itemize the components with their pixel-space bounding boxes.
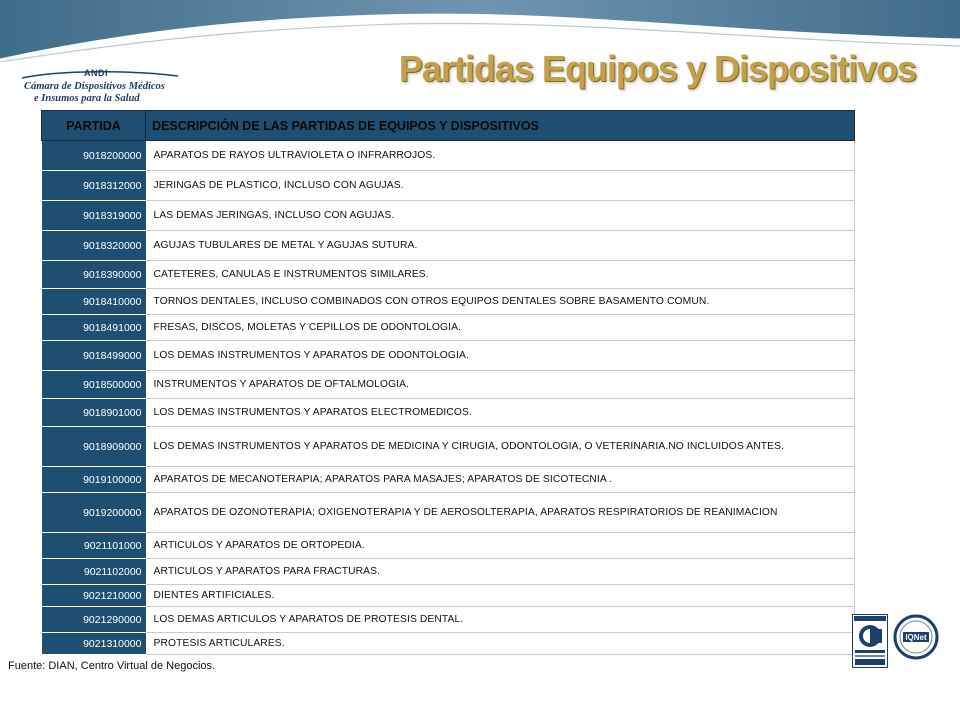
table-row	[42, 261, 855, 289]
icontec-certification-logo	[852, 614, 888, 668]
table-row	[42, 141, 855, 171]
partida-description-cell: APARATOS DE OZONOTERAPIA; OXIGENOTERAPIA Y DE AEROSOLTERAPIA, APARATOS RESPIRATORIOS DE REANIMACION	[146, 493, 855, 533]
iqnet-certification-logo	[893, 614, 939, 660]
table-row	[42, 633, 855, 655]
partida-description-cell: LAS DEMAS JERINGAS, INCLUSO CON AGUJAS.	[146, 201, 855, 231]
table-header-row	[42, 111, 855, 141]
column-header-descripcion: DESCRIPCIÓN DE LAS PARTIDAS DE EQUIPOS Y DISPOSITIVOS	[146, 111, 855, 141]
partida-code-cell: 9018491000	[42, 315, 146, 341]
table-row	[42, 341, 855, 371]
andi-logo	[20, 68, 180, 112]
iqnet-icon-text: IQNet	[905, 633, 927, 642]
partida-description-cell: AGUJAS TUBULARES DE METAL Y AGUJAS SUTURA.	[146, 231, 855, 261]
partida-description-cell: LOS DEMAS INSTRUMENTOS Y APARATOS ELECTROMEDICOS.	[146, 399, 855, 427]
table-row	[42, 371, 855, 399]
table-row	[42, 607, 855, 633]
partida-description-cell: LOS DEMAS ARTICULOS Y APARATOS DE PROTESIS DENTAL.	[146, 607, 855, 633]
partida-code-cell: 9021310000	[42, 633, 146, 655]
table-row	[42, 585, 855, 607]
logo-line-2: e Insumos para la Salud	[34, 93, 140, 104]
partida-description-cell: APARATOS DE RAYOS ULTRAVIOLETA O INFRARROJOS.	[146, 141, 855, 171]
partida-code-cell: 9018200000	[42, 141, 146, 171]
column-header-partida: PARTIDA	[42, 111, 146, 141]
partida-code-cell: 9019200000	[42, 493, 146, 533]
table-row	[42, 559, 855, 585]
tariff-table	[41, 110, 855, 655]
source-note: Fuente: DIAN, Centro Virtual de Negocios.	[8, 660, 216, 672]
tariff-table-container	[41, 110, 854, 655]
partida-code-cell: 9021101000	[42, 533, 146, 559]
partida-description-cell: JERINGAS DE PLASTICO, INCLUSO CON AGUJAS.	[146, 171, 855, 201]
table-row	[42, 171, 855, 201]
partida-code-cell: 9018319000	[42, 201, 146, 231]
iqnet-icon	[893, 614, 939, 660]
partida-code-cell: 9018312000	[42, 171, 146, 201]
partida-code-cell: 9018320000	[42, 231, 146, 261]
partida-code-cell: 9019100000	[42, 467, 146, 493]
partida-description-cell: FRESAS, DISCOS, MOLETAS Y CEPILLOS DE ODONTOLOGIA.	[146, 315, 855, 341]
partida-description-cell: ARTICULOS Y APARATOS PARA FRACTURAS.	[146, 559, 855, 585]
partida-code-cell: 9018909000	[42, 427, 146, 467]
table-row	[42, 493, 855, 533]
partida-description-cell: ARTICULOS Y APARATOS DE ORTOPEDIA.	[146, 533, 855, 559]
partida-code-cell: 9018499000	[42, 341, 146, 371]
partida-description-cell: LOS DEMAS INSTRUMENTOS Y APARATOS DE ODONTOLOGIA.	[146, 341, 855, 371]
partida-code-cell: 9021290000	[42, 607, 146, 633]
logo-line-1: Cámara de Dispositivos Médicos	[24, 81, 165, 92]
table-row	[42, 201, 855, 231]
page-title: Partidas Equipos y Dispositivos	[398, 48, 916, 89]
partida-description-cell: INSTRUMENTOS Y APARATOS DE OFTALMOLOGIA.	[146, 371, 855, 399]
icontec-icon	[852, 614, 888, 668]
partida-description-cell: DIENTES ARTIFICIALES.	[146, 585, 855, 607]
partida-code-cell: 9021210000	[42, 585, 146, 607]
table-row	[42, 427, 855, 467]
table-body	[42, 141, 855, 655]
partida-description-cell: APARATOS DE MECANOTERAPIA; APARATOS PARA MASAJES; APARATOS DE SICOTECNIA .	[146, 467, 855, 493]
table-row	[42, 315, 855, 341]
table-row	[42, 231, 855, 261]
table-row	[42, 399, 855, 427]
partida-code-cell: 9018500000	[42, 371, 146, 399]
partida-code-cell: 9018390000	[42, 261, 146, 289]
partida-description-cell: CATETERES, CANULAS E INSTRUMENTOS SIMILARES.	[146, 261, 855, 289]
partida-description-cell: LOS DEMAS INSTRUMENTOS Y APARATOS DE MEDICINA Y CIRUGIA, ODONTOLOGIA, O VETERINARIA.NO INCLUIDOS ANTES.	[146, 427, 855, 467]
partida-code-cell: 9018901000	[42, 399, 146, 427]
partida-description-cell: PROTESIS ARTICULARES.	[146, 633, 855, 655]
table-row	[42, 467, 855, 493]
partida-code-cell: 9018410000	[42, 289, 146, 315]
partida-description-cell: TORNOS DENTALES, INCLUSO COMBINADOS CON OTROS EQUIPOS DENTALES SOBRE BASAMENTO COMUN.	[146, 289, 855, 315]
logo-brand: ANDI	[84, 68, 108, 78]
table-row	[42, 289, 855, 315]
partida-code-cell: 9021102000	[42, 559, 146, 585]
table-row	[42, 533, 855, 559]
